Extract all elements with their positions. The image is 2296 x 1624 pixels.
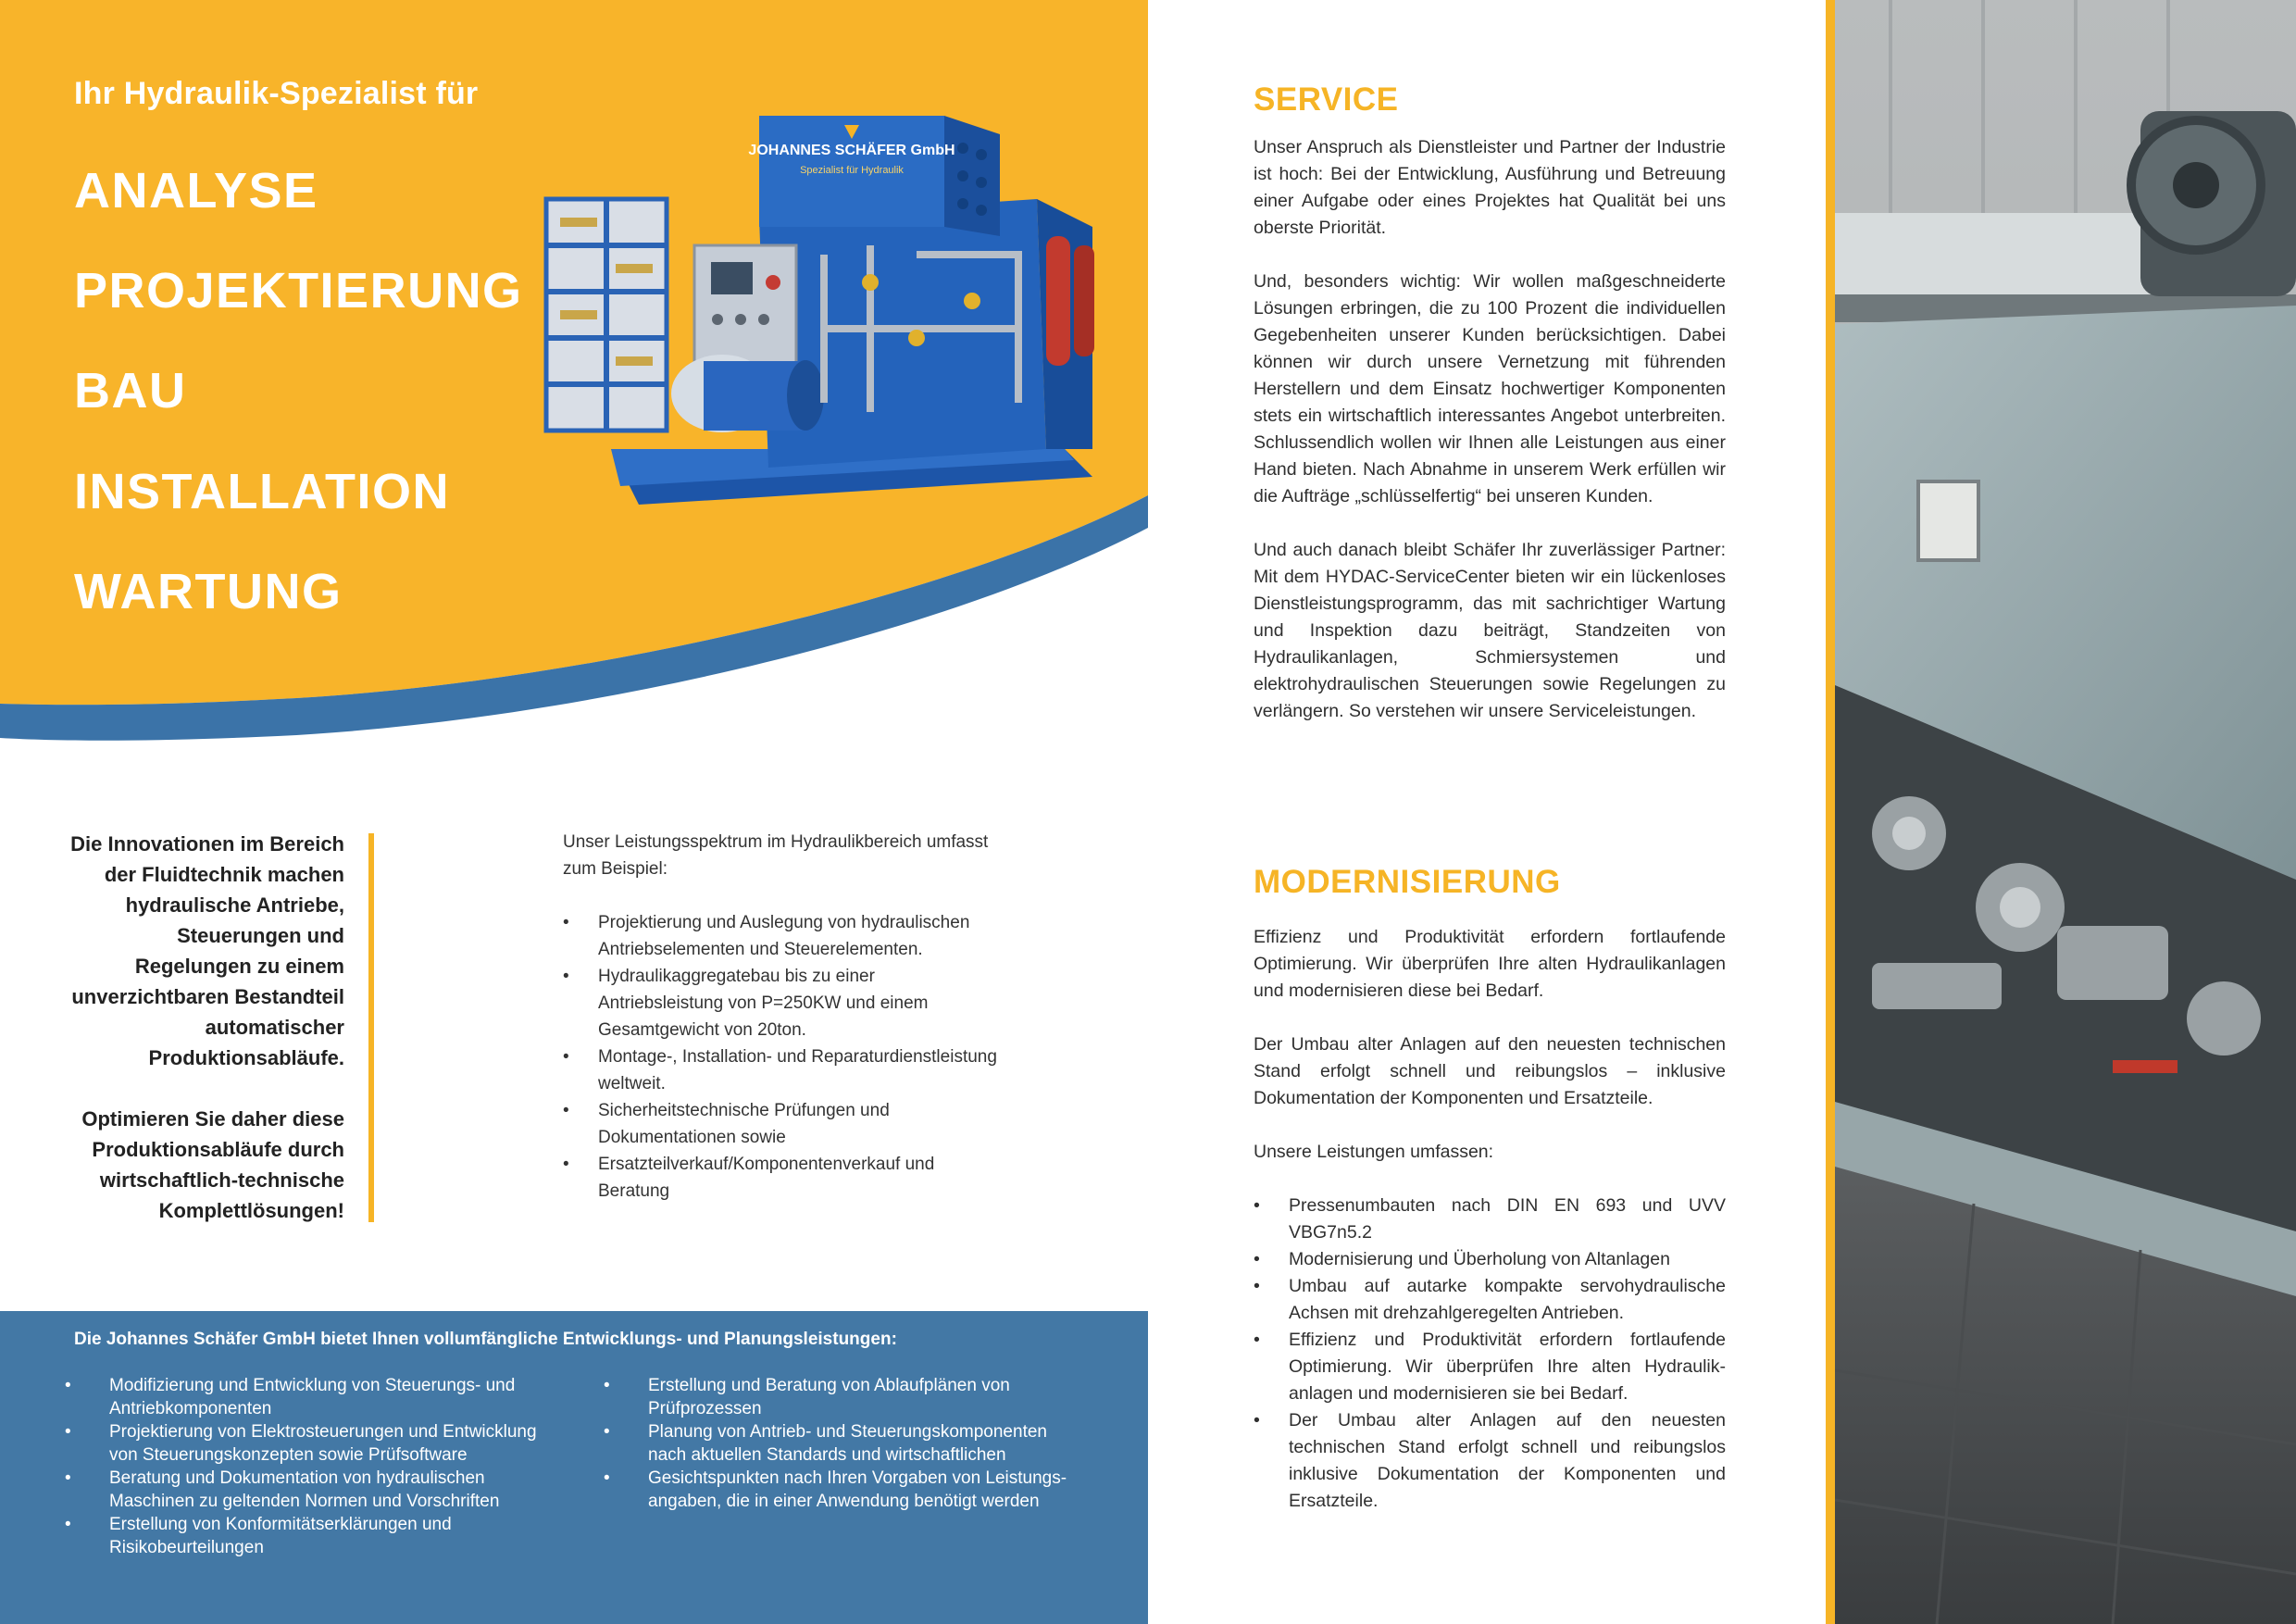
modernisierung-list bbox=[1254, 1193, 1726, 1515]
list-item: • Umbau auf autarke kompakte servohydraulische Achsen mit drehzahlgeregelten Antrieben. bbox=[1254, 1273, 1726, 1327]
service-line-installation: INSTALLATION bbox=[74, 464, 450, 519]
list-item: • Ersatzteilverkauf/Komponentenverkauf und Beratung bbox=[563, 1151, 998, 1205]
list-item: • Erstellung von Konformitätserklärungen und Risikobeurteilungen bbox=[65, 1513, 546, 1559]
machine-logo-name: JOHANNES SCHÄFER GmbH bbox=[748, 143, 955, 158]
service-line-projektierung: PROJEKTIERUNG bbox=[74, 263, 523, 319]
intro-quote bbox=[65, 829, 344, 1256]
footer-column-right bbox=[604, 1374, 1085, 1513]
list-item: • Modernisierung und Überholung von Altanlagen bbox=[1254, 1246, 1726, 1273]
service-paragraph: Und auch danach bleibt Schäfer Ihr zuverlässiger Partner: Mit dem HYDAC-ServiceCenter bieten wir ein lückenloses Dienstleistungsprogramm, das mit sachrichtiger Wartung und Inspektion dazu beiträgt, Standzeiten von Hydraulikanlagen, Schmiersystemen und elektrohydraulischen Steuerungen sowie Regelungen zu verlängern. So verstehen wir unsere Serviceleistungen. bbox=[1254, 540, 1726, 721]
list-item: • Sicherheitstechnische Prüfungen und Dokumentationen sowie bbox=[563, 1097, 998, 1151]
machinery-photo bbox=[1835, 0, 2296, 1624]
list-item: • Effizienz und Produktivität erfordern fortlaufende Optimierung. Wir überprüfen Ihre alten Hydraulik-anlagen und modernisieren sie bei Bedarf. bbox=[1254, 1327, 1726, 1407]
accent-stripe bbox=[1826, 0, 1835, 1624]
modernisierung-paragraph: Effizienz und Produktivität erfordern fortlaufende Optimierung. Wir überprüfen Ihre alten Hydraulikanlagen und modernisieren diese bei Bedarf. bbox=[1254, 927, 1726, 1001]
list-item: • Modifizierung und Entwicklung von Steuerungs- und Antriebkomponenten bbox=[65, 1374, 546, 1420]
list-item: • Projektierung von Elektrosteuerungen und Entwicklung von Steuerungskonzepten sowie Prüfsoftware bbox=[65, 1420, 546, 1467]
intro-paragraph: Die Innovationen im Bereich der Fluidtechnik machen hydraulische Antriebe, Steuerungen und Regelungen zu einem unverzichtbaren Bestandteil automatischer Produktionsabläufe. bbox=[70, 832, 344, 1069]
service-spectrum bbox=[563, 829, 998, 1205]
list-item: • Projektierung und Auslegung von hydraulischen Antriebselementen und Steuerelementen. bbox=[563, 909, 998, 963]
list-item: • Pressenumbauten nach DIN EN 693 und UVV VBG7n5.2 bbox=[1254, 1193, 1726, 1246]
list-item: • Montage-, Installation- und Reparaturdienstleistung weltweit. bbox=[563, 1043, 998, 1097]
machine-logo-tagline: Spezialist für Hydraulik bbox=[800, 165, 904, 176]
service-heading: SERVICE bbox=[1254, 81, 1399, 118]
service-line-bau: BAU bbox=[74, 363, 187, 418]
service-line-wartung: WARTUNG bbox=[74, 564, 343, 619]
hero-eyebrow: Ihr Hydraulik-Spezialist für bbox=[74, 76, 479, 111]
hydraulic-unit-image bbox=[518, 97, 1148, 523]
service-paragraph: Unser Anspruch als Dienstleister und Partner der Industrie ist hoch: Bei der Entwicklung, Ausführung und Betreuung einer Aufgabe oder eines Projektes hat Qualität bei uns oberste Priorität. bbox=[1254, 137, 1726, 238]
list-item: • Der Umbau alter Anlagen auf den neuesten technischen Stand erfolgt schnell und reibungslos inklusive Dokumentation der Komponenten und Ersatzteile. bbox=[1254, 1407, 1726, 1515]
service-body bbox=[1254, 134, 1726, 752]
modernisierung-paragraph: Unsere Leistungen umfassen: bbox=[1254, 1142, 1494, 1162]
footer-column-left bbox=[65, 1374, 546, 1559]
spectrum-lead: Unser Leistungsspektrum im Hydraulikbereich umfasst zum Beispiel: bbox=[563, 832, 989, 879]
modernisierung-heading: MODERNISIERUNG bbox=[1254, 864, 1561, 900]
footer-title: Die Johannes Schäfer GmbH bietet Ihnen vollumfängliche Entwicklungs- und Planungsleistungen: bbox=[74, 1330, 897, 1349]
modernisierung-paragraph: Der Umbau alter Anlagen auf den neuesten technischen Stand erfolgt schnell und reibungslos – inklusive Dokumentation der Komponenten und Ersatzteile. bbox=[1254, 1034, 1726, 1108]
intro-accent-bar bbox=[368, 833, 374, 1222]
list-item: • Beratung und Dokumentation von hydraulischen Maschinen zu geltenden Normen und Vorschriften bbox=[65, 1467, 546, 1513]
list-item: • Hydraulikaggregatebau bis zu einer Antriebsleistung von P=250KW und einem Gesamtgewicht von 20ton. bbox=[563, 963, 998, 1043]
service-line-analyse: ANALYSE bbox=[74, 163, 318, 219]
list-item: • Erstellung und Beratung von Ablaufplänen von Prüfprozessen bbox=[604, 1374, 1085, 1420]
modernisierung-body bbox=[1254, 924, 1726, 1515]
spectrum-list bbox=[563, 909, 998, 1205]
service-paragraph: Und, besonders wichtig: Wir wollen maßgeschneiderte Lösungen erbringen, die zu 100 Prozent die individuellen Gegebenheiten unserer Kunden berücksichtigen. Dabei können wir durch unsere Vernetzung mit führenden Herstellern und dem Einsatz hochwertiger Komponenten stets ein wirtschaftlich interessantes Angebot unterbreiten. Schlussendlich wollen wir Ihnen alle Leistungen aus einer Hand bieten. Nach Abnahme in unserem Werk erfüllen wir die Aufträge „schlüsselfertig“ bei unseren Kunden. bbox=[1254, 271, 1726, 506]
list-item: • Planung von Antrieb- und Steuerungskomponenten nach aktuellen Standards und wirtschaftlichen bbox=[604, 1420, 1085, 1467]
list-item: • Gesichtspunkten nach Ihren Vorgaben von Leistungs-angaben, die in einer Anwendung benötigt werden bbox=[604, 1467, 1085, 1513]
intro-paragraph: Optimieren Sie daher diese Produktionsabläufe durch wirtschaftlich-technische Komplettlösungen! bbox=[81, 1107, 344, 1222]
